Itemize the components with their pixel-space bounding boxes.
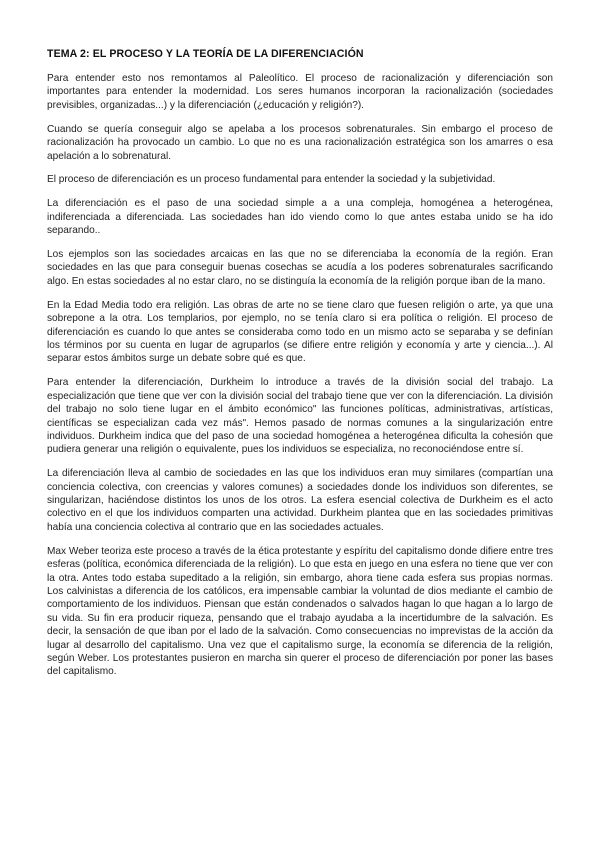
paragraph: La diferenciación lleva al cambio de sociedades en las que los individuos eran muy similares (compartían una conciencia colectiva, con creencias y valores comunes) a sociedades donde los individuos son diferentes, se singularizan, haciéndose distintos los unos de los otros. La esfera esencial colectiva de Durkheim es el acto colectivo en el que los individuos comparten una actividad. Durkheim plantea que en las sociedades primitivas había una conciencia colectiva al contrario que en las sociedades actuales. [47, 468, 553, 533]
paragraph: El proceso de diferenciación es un proceso fundamental para entender la sociedad y la subjetividad. [47, 174, 496, 186]
paragraph: Cuando se quería conseguir algo se apelaba a los procesos sobrenaturales. Sin embargo el proceso de racionalización ha provocado un cambio. Lo que no es una racionalización estratégica son los amarres o esa apelación a lo sobrenatural. [47, 123, 553, 162]
paragraph: Para entender la diferenciación, Durkheim lo introduce a través de la división social del trabajo. La especialización que tiene que ver con la división social del trabajo tiene que ver con la diferenciación. La división del trabajo no solo tiene lugar en el ámbito económico" las funciones políticas, administrativas, artísticas, científicas se especializan cada vez más". Hemos pasado de normas comunes a la singularización entre individuos. Durkheim indica que del paso de una sociedad homogénea a heterogénea dificulta la cohesión que pudiera generar una religión o equivalente, pues los individuos se especializa, no reconociéndose entre sí. [47, 377, 553, 456]
paragraph: En la Edad Media todo era religión. Las obras de arte no se tiene claro que fuesen religión o arte, ya que una sobrepone a la otra. Los templarios, por ejemplo, no se tenía claro si era política o religión. El proceso de diferenciación es cuando lo que antes se consideraba como todo en un mismo acto se separaba y se definían los términos por su cuenta en lugar de agruparlos (se difiere entre religión y economía y arte y ciencia...). Al separar estos ámbitos surge un debate sobre qué es que. [47, 299, 553, 365]
document-title: TEMA 2: EL PROCESO Y LA TEORÍA DE LA DIFERENCIACIÓN [47, 48, 364, 60]
paragraph: La diferenciación es el paso de una sociedad simple a a una compleja, homogénea a heterogénea, indiferenciada a diferenciada. Las sociedades han ido viendo como lo que antes estaba unido se ha ido separando.. [47, 198, 553, 237]
paragraph: Los ejemplos son las sociedades arcaicas en las que no se diferenciaba la economía de la región. Eran sociedades en las que para conseguir buenas cosechas se acudía a los poderes sobrenaturales sacrificando algo. En estas sociedades al no estar claro, no se distinguía la economía de la religión porque iban de la mano. [47, 249, 553, 287]
paragraph: Max Weber teoriza este proceso a través de la ética protestante y espíritu del capitalismo donde difiere entre tres esferas (política, económica diferenciada de la religión). Lo que esta en juego en una esfera no tiene que ver con la otra. Antes todo estaba supeditado a la religión, sin embargo, ahora tiene cada esfera sus propias normas. Los calvinistas a diferencia de los católicos, era impensable cambiar la voluntad de dios mediante el cambio de comportamiento de los individuos. Piensan que están condenados o salvados hagan lo que hagan a lo largo de su vida. Su fin era producir riqueza, pensando que el trabajo ayudaba a la incertidumbre de la salvación. Es decir, la sensación de que iban por el lado de la salvación. Como consecuencias no imprevistas de la acción da lugar al desarrollo del capitalismo. Una vez que el capitalismo surge, la economía se diferencia de la religión, según Weber. Los protestantes pusieron en marcha sin querer el proceso de diferenciación por poner las bases del capitalismo. [47, 545, 553, 678]
paragraph: Para entender esto nos remontamos al Paleolítico. El proceso de racionalización y diferenciación son importantes para entender la modernidad. Los seres humanos incorporan la racionalización (sociedades previsibles, organizadas...) y la diferenciación (¿educación y religión?). [47, 73, 553, 111]
